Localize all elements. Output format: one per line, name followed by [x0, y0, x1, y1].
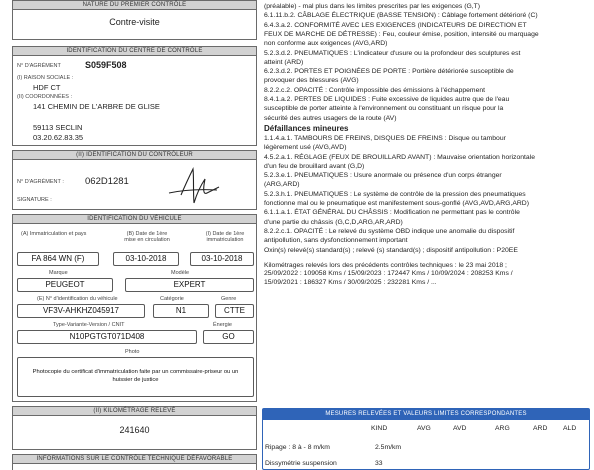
defects-line: provoquer des blessures (AVG) — [264, 77, 359, 85]
mesures-columns — [263, 425, 589, 435]
mesures-column-header: KIND — [371, 425, 388, 432]
defects-line: 8.2.2.c.2. OPACITÉ : Contrôle impossible des émissions à l'échappement — [264, 86, 486, 94]
section-info-defavorable — [12, 454, 257, 470]
photo-note-field: Photocopie du certificat d'immatriculation faite par un commissaire-priseur ou un huissier de justice — [17, 357, 254, 397]
minor-line: 5.2.3.h.1. PNEUMATIQUES : Le système de contrôle de la pression des pneumatiques — [264, 190, 526, 198]
label-genre: Genre — [221, 296, 237, 302]
minor-line: légèrement usé (AVG,AVD) — [264, 144, 347, 152]
label-date-mise-circulation: (B) Date de 1ère mise en circulation — [124, 231, 170, 243]
minor-line: d'un feu de brouillard avant (G,D) — [264, 162, 365, 170]
section-kilometrage — [12, 406, 257, 450]
centre-raison-value: HDF CT — [33, 83, 61, 92]
centre-address-line-2: 59113 SECLIN — [33, 123, 83, 132]
minor-defects-header: Défaillances mineures — [264, 123, 349, 133]
mesures-row2-value: 33 — [375, 460, 383, 467]
defects-line: 8.4.1.a.2. PERTES DE LIQUIDES : Fuite excessive de liquides autre que de l'eau — [264, 96, 510, 103]
defects-line: atteint (ARD) — [264, 58, 304, 66]
minor-line: 1.1.4.a.1. TAMBOURS DE FREINS, DISQUES DE FREINS : Disque ou tambour — [264, 134, 506, 142]
minor-line: (ARG,ARD) — [264, 181, 300, 189]
section-header-vehicule: IDENTIFICATION DU VÉHICULE — [13, 215, 256, 224]
minor-line: fonctionne mal ou le pneumatique est manifestement sous-gonflé (AVG,AVD,ARG,ARD) — [264, 200, 529, 207]
defects-line: (préalable) - mal plus dans les limites prescrites par les exigences (G,T) — [264, 3, 481, 10]
controleur-agrement-label: N° D'AGRÉMENT : — [17, 179, 64, 185]
kilometrage-value: 241640 — [119, 425, 150, 435]
section-header-nature: NATURE DU PREMIER CONTRÔLE — [13, 1, 256, 10]
mesures-column-header: AVD — [453, 425, 467, 432]
modele-field: EXPERT — [125, 278, 254, 292]
mesures-column-header: ALD — [563, 425, 577, 432]
section-centre — [12, 46, 257, 146]
km-history-line: 15/09/2021 : 186327 Kms / 30/09/2025 : 232281 Kms / ... — [264, 279, 437, 286]
defects-line: 6.2.3.d.2. PORTES ET POIGNÉES DE PORTE : Portière détériorée susceptible de — [264, 68, 514, 76]
genre-field: CTTE — [215, 304, 254, 318]
section-header-controleur: (II) IDENTIFICATION DU CONTRÔLEUR — [13, 151, 256, 160]
km-history-line: Kilométrages relevés lors des précédents contrôles techniques : le 23 mai 2018 ; — [264, 261, 507, 269]
defects-line: non conforme aux exigences (AVG,ARD) — [264, 40, 388, 48]
section-vehicule — [12, 214, 257, 402]
km-history-line: 25/09/2022 : 109058 Kms / 15/09/2023 : 172447 Kms / 10/09/2024 : 208253 Kms / — [264, 270, 513, 278]
label-cnit: Type-Variante-Version / CNIT — [53, 322, 125, 328]
centre-agrement-value: S059F508 — [85, 60, 127, 70]
mesures-column-header: ARG — [495, 425, 510, 432]
centre-raison-label: (I) RAISON SOCIALE : — [17, 75, 74, 81]
vin-field: VF3V-AHKHZ045917 — [17, 304, 145, 318]
right-column — [262, 0, 590, 470]
controleur-signature-label: SIGNATURE : — [17, 197, 52, 203]
minor-line: Oxin(s) relevé(s) standard(s) ; relevé (s) standard(s) ; dispositif antipollution : P20EE — [264, 246, 518, 254]
label-marque: Marque — [49, 270, 68, 276]
minor-line: antipollution, sans dysfonctionnement important — [264, 237, 408, 245]
date-mise-circulation-field: 03-10-2018 — [113, 252, 179, 266]
mesures-header: MESURES RELEVÉES ET VALEURS LIMITES CORRESPONDANTES — [263, 409, 589, 420]
section-header-kilometrage: (II) KILOMÉTRAGE RELEVÉ — [13, 407, 256, 416]
energie-field: GO — [203, 330, 254, 344]
label-date-immatriculation: (I) Date de 1ère immatriculation — [205, 231, 245, 243]
minor-line: d'une partie du châssis (G,C,D,ARG,AR,ARD) — [264, 218, 403, 226]
mesures-column-header: ARD — [533, 425, 548, 432]
centre-coord-label: (II) COORDONNÉES : — [17, 94, 73, 100]
centre-address-line-1: 141 CHEMIN DE L'ARBRE DE GLISE — [33, 102, 160, 111]
mesures-row1-label: Ripage : 8 à - 8 m/km — [265, 444, 330, 451]
minor-line: 6.1.1.a.1. ÉTAT GÉNÉRAL DU CHÂSSIS : Modification ne permettant pas le contrôle — [264, 209, 520, 217]
centre-agrement-label: N° D'AGRÉMENT — [17, 63, 61, 69]
left-column — [12, 0, 257, 470]
defects-line: sécurité des autres usagers de la route (AV) — [264, 114, 397, 122]
immatriculation-field: FA 864 WN (F) — [17, 252, 99, 266]
label-immatriculation: (A) Immatriculation et pays — [21, 231, 87, 237]
label-vin: (E) N° d'identification du véhicule — [37, 296, 118, 302]
nature-value: Contre-visite — [109, 17, 160, 27]
mesures-row1-value: 2.5m/km — [375, 444, 402, 451]
label-modele: Modèle — [171, 270, 190, 276]
label-energie: Énergie — [213, 322, 232, 328]
mesures-panel — [262, 408, 590, 470]
section-header-info-defavorable: INFORMATIONS SUR LE CONTRÔLE TECHNIQUE DÉFAVORABLE — [13, 455, 256, 464]
defects-line: 5.2.3.d.2. PNEUMATIQUES : L'indicateur d'usure ou la profondeur des sculptures est — [264, 49, 521, 57]
centre-phone: 03.20.62.83.35 — [33, 133, 84, 142]
mesures-row2-label: Dissymétrie suspension — [265, 460, 337, 467]
defects-line: 6.4.3.a.2. CONFORMITÉ AVEC LES EXIGENCES (INDICATEURS DE DIRECTION ET — [264, 21, 527, 29]
label-categorie: Catégorie — [160, 296, 184, 302]
controleur-agrement-value: 062D1281 — [85, 176, 129, 187]
defects-line: 6.1.11.b.2. CÂBLAGE ÉLECTRIQUE (BASSE TENSION) : Câblage fortement détérioré (C) — [264, 12, 538, 20]
minor-line: 8.2.2.c.1. OPACITÉ : Le relevé du système OBD indique une anomalie du dispositif — [264, 227, 515, 235]
section-controleur — [12, 150, 257, 210]
date-immatriculation-field: 03-10-2018 — [190, 252, 254, 266]
minor-line: 4.5.2.a.1. RÉGLAGE (FEUX DE BROUILLARD AVANT) : Mauvaise orientation horizontale — [264, 153, 535, 161]
defects-line: FEUX DE MARCHE DE DÉTRESSE) : Feu, couleur émise, position, intensité ou marquage — [264, 30, 539, 38]
defects-line: susceptible de porter atteinte à l'environnement ou constituant un risque pour la — [264, 105, 504, 113]
mesures-column-header: AVG — [417, 425, 431, 432]
signature-image — [163, 163, 223, 209]
marque-field: PEUGEOT — [17, 278, 113, 292]
label-photo: Photo — [125, 349, 140, 355]
minor-line: 5.2.3.e.1. PNEUMATIQUES : Usure anormale ou présence d'un corps étranger — [264, 172, 502, 180]
section-header-centre: IDENTIFICATION DU CENTRE DE CONTRÔLE — [13, 47, 256, 56]
section-nature — [12, 0, 257, 40]
categorie-field: N1 — [153, 304, 209, 318]
cnit-field: N10PGTGT071D408 — [17, 330, 197, 344]
